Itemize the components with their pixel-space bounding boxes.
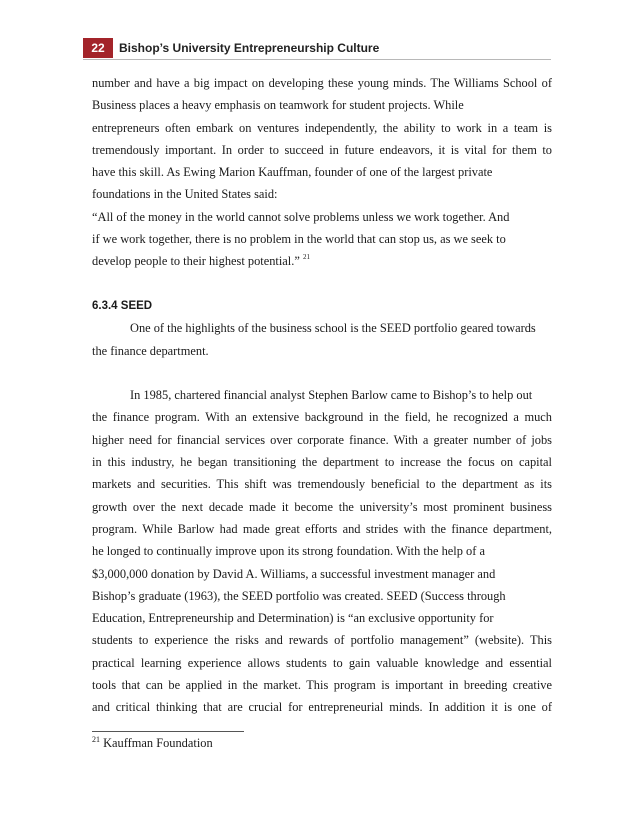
page-header <box>83 38 551 58</box>
text-line: number and have a big impact on developing these young minds. The Williams School of <box>92 76 552 90</box>
text-line: practical learning experience allows students to gain valuable knowledge and essential <box>92 655 552 670</box>
text-line: Bishop’s graduate (1963), the SEED portfolio was created. SEED (Success through <box>92 588 506 603</box>
spacer <box>92 273 552 295</box>
text-line: program. While Barlow had made great efforts and strides with the finance department, <box>92 521 552 536</box>
paragraph-teamwork <box>92 72 552 206</box>
text-line: if we work together, there is no problem in the world that can stop us, as we seek to <box>92 232 506 247</box>
text-line: entrepreneurs often embark on ventures independently, the ability to work in a team is <box>92 120 552 135</box>
page-number-badge: 22 <box>83 38 113 58</box>
footnote-rule <box>92 731 244 732</box>
paragraph-seed-intro <box>92 317 552 362</box>
text-line: the finance department. <box>92 343 209 358</box>
text-line: “All of the money in the world cannot solve problems unless we work together. And <box>92 209 510 224</box>
text-line: Business places a heavy emphasis on teamwork for student projects. While <box>92 98 464 113</box>
text-line: Education, Entrepreneurship and Determination) is “an exclusive opportunity for <box>92 611 494 626</box>
text-line: have this skill. As Ewing Marion Kauffman, founder of one of the largest private <box>92 165 493 180</box>
text-line: $3,000,000 donation by David A. Williams, a successful investment manager and <box>92 566 496 581</box>
text-line: and critical thinking that are crucial for entrepreneurial minds. In addition it is one of <box>92 700 552 715</box>
text-line: in this industry, he began transitioning the department to increase the focus on capital <box>92 455 552 470</box>
footnote <box>92 736 213 751</box>
header-title: Bishop’s University Entrepreneurship Culture <box>119 41 380 55</box>
text-line: One of the highlights of the business school is the SEED portfolio geared towards <box>130 321 536 336</box>
text-line: growth over the next decade made it become the university’s most prominent business <box>92 499 552 514</box>
text-line: markets and securities. This shift was tremendously beneficial to the department as its <box>92 477 552 492</box>
kauffman-quote <box>92 206 552 273</box>
footnote-text: Kauffman Foundation <box>100 736 213 750</box>
section-heading: 6.3.4 SEED <box>92 299 153 312</box>
footnote-number: 21 <box>92 735 100 744</box>
text-line: foundations in the United States said: <box>92 187 278 202</box>
text-line: tools that can be applied in the market. This program is important in breeding creative <box>92 678 552 693</box>
text-line: students to experience the risks and rewards of portfolio management” (website). This <box>92 633 552 648</box>
footnote-reference: 21 <box>302 253 310 262</box>
body-text <box>92 72 552 719</box>
text-line: he longed to continually improve upon its strong foundation. With the help of a <box>92 544 485 559</box>
text-line: In 1985, chartered financial analyst Stephen Barlow came to Bishop’s to help out <box>130 388 533 403</box>
spacer <box>92 362 552 384</box>
text-line: higher need for financial services over corporate finance. With a greater number of jobs <box>92 432 552 447</box>
header-rule <box>83 59 551 60</box>
quote-text: develop people to their highest potential.” <box>92 254 303 269</box>
paragraph-seed-history <box>92 384 552 718</box>
text-line: the finance program. With an extensive background in the field, he recognized a much <box>92 410 552 425</box>
text-line: tremendously important. In order to succeed in future endeavors, it is vital for them to <box>92 142 552 157</box>
text-line <box>92 250 552 272</box>
